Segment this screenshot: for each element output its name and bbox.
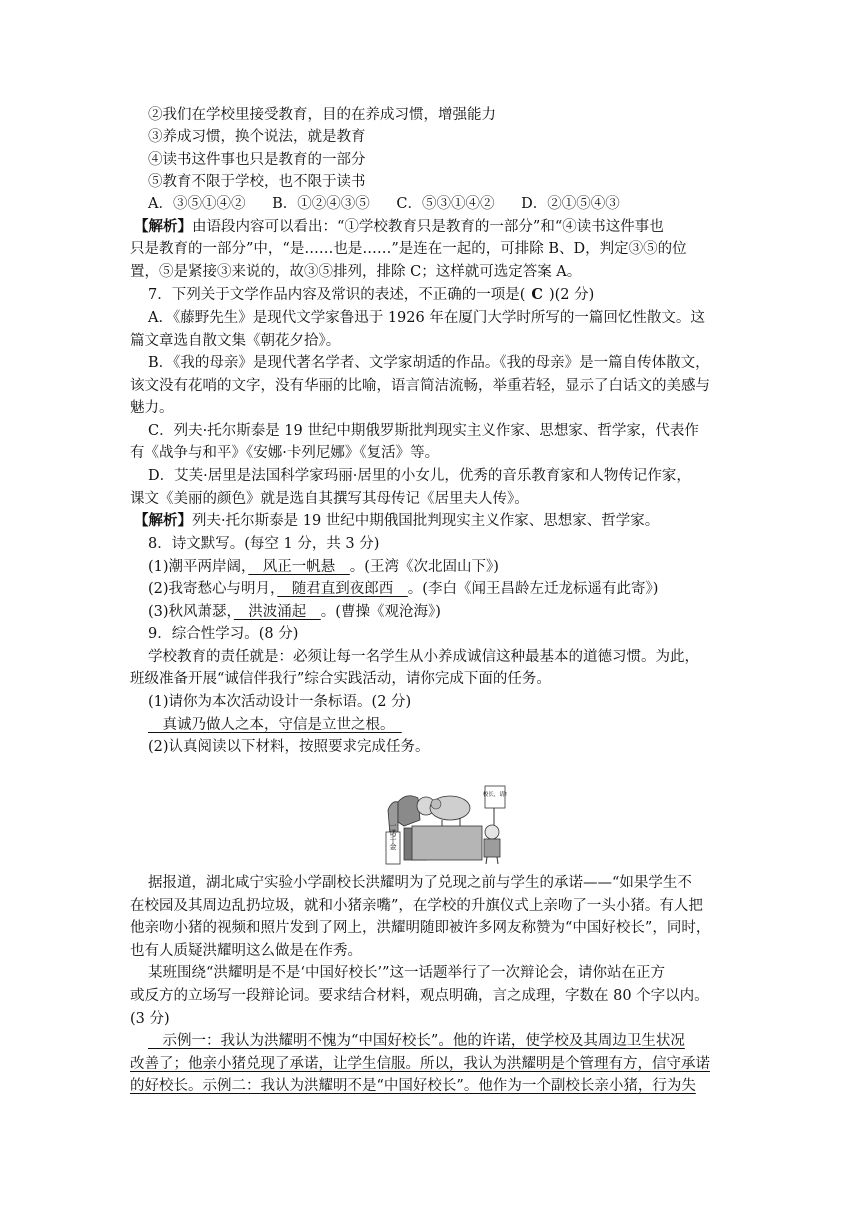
analysis-6-line-1: 【解析】由语段内容可以看出：“①学校教育只是教育的一部分”和“④读书这件事也 [134,218,664,235]
analysis-6-line-3: 置，⑤是紧接③来说的，故③⑤排列，排除 C；这样就可选定答案 A。 [130,264,582,280]
q7-option-b-line-2: 该文没有花哨的文字，没有华丽的比喻，语言简洁流畅，举重若轻，显示了白话文的美感与 [130,378,710,394]
q7-option-d-line-2: 课文《美丽的颜色》就是选自其撰写其母传记《居里夫人传》。 [130,491,529,507]
q9-intro-line-2: 班级准备开展“诚信伴我行”综合实践活动，请你完成下面的任务。 [130,671,551,687]
question-9-stem: 9．综合性学习。(8 分) [148,626,299,642]
option-c: C．⑤③①④② [396,196,495,212]
q7-option-d-line-1: D．艾芙·居里是法国科学家玛丽·居里的小女儿，优秀的音乐教育家和人物传记作家， [148,468,691,484]
option-a: A．③⑤①④② [148,196,246,212]
q7-option-a-line-2: 篇文章选自散文集《朝花夕拾》。 [130,333,341,349]
debate-task-line-3: (3 分) [130,1011,170,1027]
option-item-4: ④读书这件事也只是教育的一部分 [148,152,366,168]
debate-answer-line-2: 改善了；他亲小猪兑现了承诺，让学生信服。所以，我认为洪耀明是个管理有方，信守承诺 [130,1056,710,1072]
debate-answer-line-1: 示例一：我认为洪耀明不愧为“中国好校长”。他的许诺，使学校及其周边卫生状况 [148,1033,685,1049]
q7-option-c-line-1: C．列夫·托尔斯泰是 19 世纪中期俄罗斯批判现实主义作家、思想家、哲学家，代表作 [148,423,699,439]
cartoon-illustration [384,780,514,865]
option-item-2: ②我们在学校里接受教育，目的在养成习惯，增强能力 [148,107,496,123]
question-7-answer: C [531,286,543,303]
question-8-item-3: (3)秋风萧瑟， 洪波涌起 。(曹操《观沧海》) [148,604,441,620]
cartoon-banner-text: 一诺千金 [389,822,397,850]
question-8-stem: 8．诗文默写。(每空 1 分，共 3 分) [148,536,380,552]
fill-answer-3: 洪波涌起 [233,604,321,620]
debate-task-line-1: 某班围绕“洪耀明是不是‘中国好校长’”这一话题举行了一次辩论会，请你站在正方 [148,965,666,981]
question-7-stem: 7．下列关于文学作品内容及常识的表述，不正确的一项是( C )(2 分) [148,286,595,303]
answer-options [148,193,642,215]
analysis-label: 【解析】 [134,218,192,235]
option-item-3: ③养成习惯，换个说法，就是教育 [148,129,366,145]
question-8-item-1: (1)潮平两岸阔， 风正一帆悬 。(王湾《次北固山下》) [148,559,499,575]
option-b: B．①②④③⑤ [272,196,370,212]
fill-answer-1: 风正一帆悬 [248,559,350,575]
fill-answer-2: 随君直到夜郎西 [277,581,408,597]
q7-option-b-line-3: 魅力。 [130,400,174,416]
option-d: D．②①⑤④③ [521,196,620,212]
cartoon-sign-text: 校长，请! [482,792,508,798]
q9-task-2: (2)认真阅读以下材料，按照要求完成任务。 [148,739,430,755]
option-item-5: ⑤教育不限于学校，也不限于读书 [148,174,366,190]
debate-answer-line-3: 的好校长。示例二：我认为洪耀明不是“中国好校长”。他作为一个副校长亲小猪，行为失 [130,1078,696,1094]
news-line-2: 在校园及其周边乱扔垃圾，就和小猪亲嘴”，在学校的升旗仪式上亲吻了一头小猪。有人把 [130,898,703,914]
analysis-6-line-2: 只是教育的一部分”中，“是……也是……”是连在一起的，可排除 B、D，判定③⑤的位 [130,241,687,257]
news-line-3: 他亲吻小猪的视频和照片发到了网上，洪耀明随即被许多网友称赞为“中国好校长”，同时， [130,920,711,936]
q9-task-1-answer: 真诚乃做人之本，守信是立世之根。 [148,717,402,733]
q7-option-c-line-2: 有《战争与和平》《安娜·卡列尼娜》《复活》等。 [130,445,440,461]
question-8-item-2: (2)我寄愁心与明月， 随君直到夜郎西 。(李白《闻王昌龄左迁龙标遥有此寄》) [148,581,659,597]
q9-task-1: (1)请你为本次活动设计一条标语。(2 分) [148,694,412,710]
debate-task-line-2: 或反方的立场写一段辩论词。要求结合材料，观点明确，言之成理，字数在 80 个字以内。 [130,988,709,1004]
q9-intro-line-1: 学校教育的责任就是：必须让每一名学生从小养成诚信这种最基本的道德习惯。为此， [148,649,699,665]
q7-option-b-line-1: B．《我的母亲》是现代著名学者、文学家胡适的作品。《我的母亲》是一篇自传体散文， [148,355,710,371]
news-line-1: 据报道，湖北咸宁实验小学副校长洪耀明为了兑现之前与学生的承诺——“如果学生不 [148,875,692,891]
analysis-7: 【解析】列夫·托尔斯泰是 19 世纪中期俄国批判现实主义作家、思想家、哲学家。 [134,512,660,529]
q7-option-a-line-1: A．《藤野先生》是现代文学家鲁迅于 1926 年在厦门大学时所写的一篇回忆性散文。这 [148,310,705,326]
news-line-4: 也有人质疑洪耀明这么做是在作秀。 [130,943,362,959]
